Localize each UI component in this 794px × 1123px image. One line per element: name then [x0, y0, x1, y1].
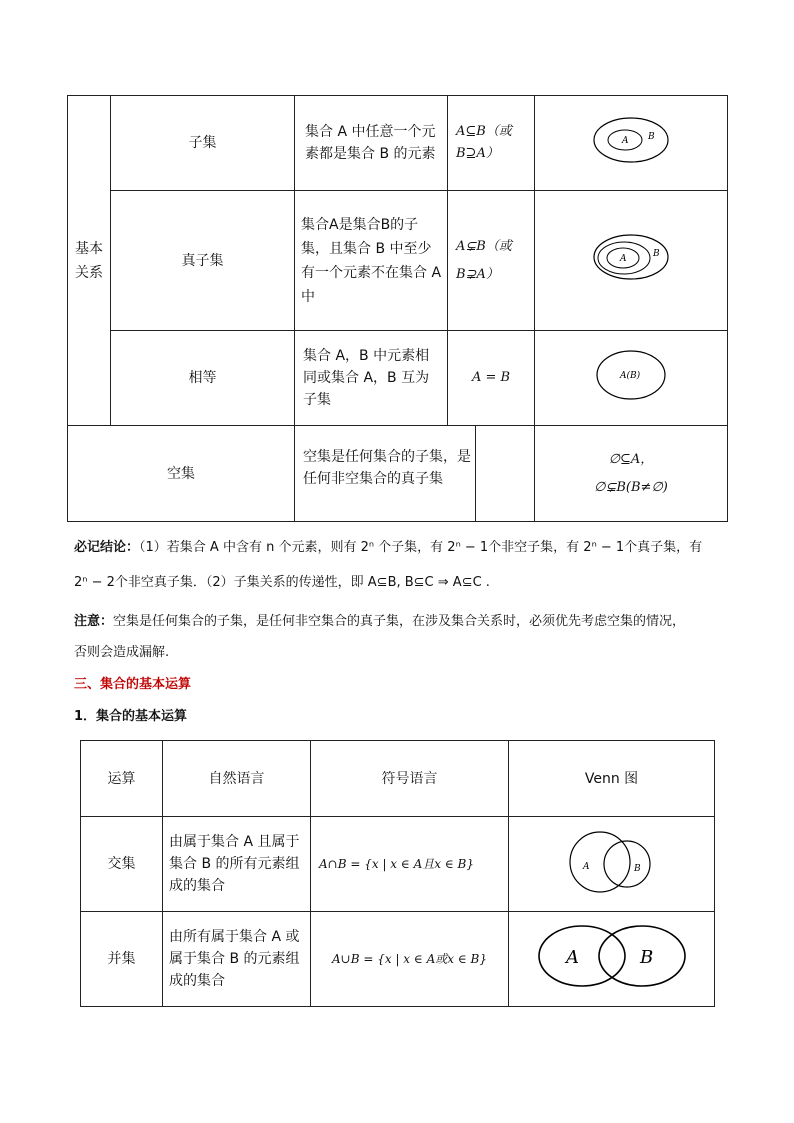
outer-set-ellipse: [594, 118, 668, 162]
header-natural-language: 自然语言: [163, 741, 311, 817]
set-operations-table: [80, 740, 715, 1007]
empty-set-desc-text: 空集是任何集合的子集，是任何非空集合的真子集: [295, 426, 476, 521]
notice-line-2: 否则会造成漏解.: [74, 645, 170, 660]
section-title: 三、集合的基本运算: [74, 677, 192, 692]
union-venn-diagram: [532, 921, 692, 991]
empty-set-desc: [295, 426, 535, 522]
header-venn: Venn 图: [509, 741, 715, 817]
conclusion-line-2: 2ⁿ − 2个非空真子集．（2）子集关系的传递性，即 A⊆B, B⊆C ⇒ A⊆C .: [74, 575, 490, 590]
empty-set-symbol-1: ∅⊆A，: [608, 451, 654, 467]
group-label-cell: [68, 96, 111, 426]
venn-cell: [509, 817, 715, 912]
operation-symbol: A∩B = {x | x ∈ A且x ∈ B}: [311, 817, 509, 912]
notice-label: 注意：: [74, 614, 114, 629]
subsection-title: 1．集合的基本运算: [74, 709, 188, 724]
intersection-venn-diagram: [567, 826, 657, 896]
operation-desc: 由所有属于集合 A 或属于集合 B 的元素组成的集合: [163, 912, 311, 1007]
inner-set-label: A: [620, 254, 627, 264]
header-symbol-language: 符号语言: [311, 741, 509, 817]
group-label: 基本关系: [75, 240, 103, 281]
venn-cell: [535, 96, 728, 191]
operation-symbol: A∪B = {x | x ∈ A或x ∈ B}: [311, 912, 509, 1007]
relation-symbol: A = B: [448, 331, 535, 426]
set-a-label: A: [565, 946, 579, 968]
relation-name: 相等: [111, 331, 295, 426]
relation-symbol: A⊆B（或 B⊇A）: [448, 96, 535, 191]
set-b-label: B: [633, 863, 641, 874]
outer-set-label: B: [653, 249, 660, 259]
venn-cell: [535, 191, 728, 331]
set-a-circle: [570, 832, 630, 892]
venn-cell: [535, 331, 728, 426]
outer-set-label: B: [648, 131, 655, 142]
empty-set-symbol-cell: [535, 426, 728, 522]
empty-set-symbol-2: ∅⊊B(B≠∅): [594, 479, 668, 495]
relation-desc: 集合A是集合B的子集，且集合 B 中至少有一个元素不在集合 A 中: [295, 191, 448, 331]
venn-cell: [509, 912, 715, 1007]
notice-line-1: [74, 612, 685, 632]
header-operation: 运算: [81, 741, 163, 817]
proper-subset-venn-diagram: [591, 232, 671, 282]
relation-desc: 集合 A，B 中元素相同或集合 A，B 互为子集: [295, 331, 448, 426]
conclusion-line-1: [74, 538, 702, 558]
operation-name: 并集: [81, 912, 163, 1007]
subset-venn-diagram: [591, 115, 671, 165]
operation-desc: 由属于集合 A 且属于集合 B 的所有元素组成的集合: [163, 817, 311, 912]
inner-set-label: A: [622, 135, 629, 146]
empty-set-name: 空集: [68, 426, 295, 522]
equal-venn-diagram: [591, 347, 671, 403]
operation-name: 交集: [81, 817, 163, 912]
relation-desc: 集合 A 中任意一个元素都是集合 B 的元素: [295, 96, 448, 191]
set-relations-table: [67, 95, 728, 522]
notice-text-1: 空集是任何集合的子集，是任何非空集合的真子集，在涉及集合关系时，必须优先考虑空集的情况，: [113, 614, 686, 629]
set-a-label: A: [582, 861, 589, 872]
set-b-label: B: [639, 946, 653, 968]
relation-name: 真子集: [111, 191, 295, 331]
conclusion-text-1: （1）若集合 A 中含有 n 个元素，则有 2ⁿ 个子集，有 2ⁿ − 1个非空子集，有 2ⁿ − 1个真子集，有: [139, 540, 703, 555]
conclusion-label: 必记结论：: [74, 540, 140, 555]
equal-set-label: A(B): [620, 370, 641, 381]
relation-symbol: A⊊B（或 B⊋A）: [448, 191, 535, 331]
relation-name: 子集: [111, 96, 295, 191]
